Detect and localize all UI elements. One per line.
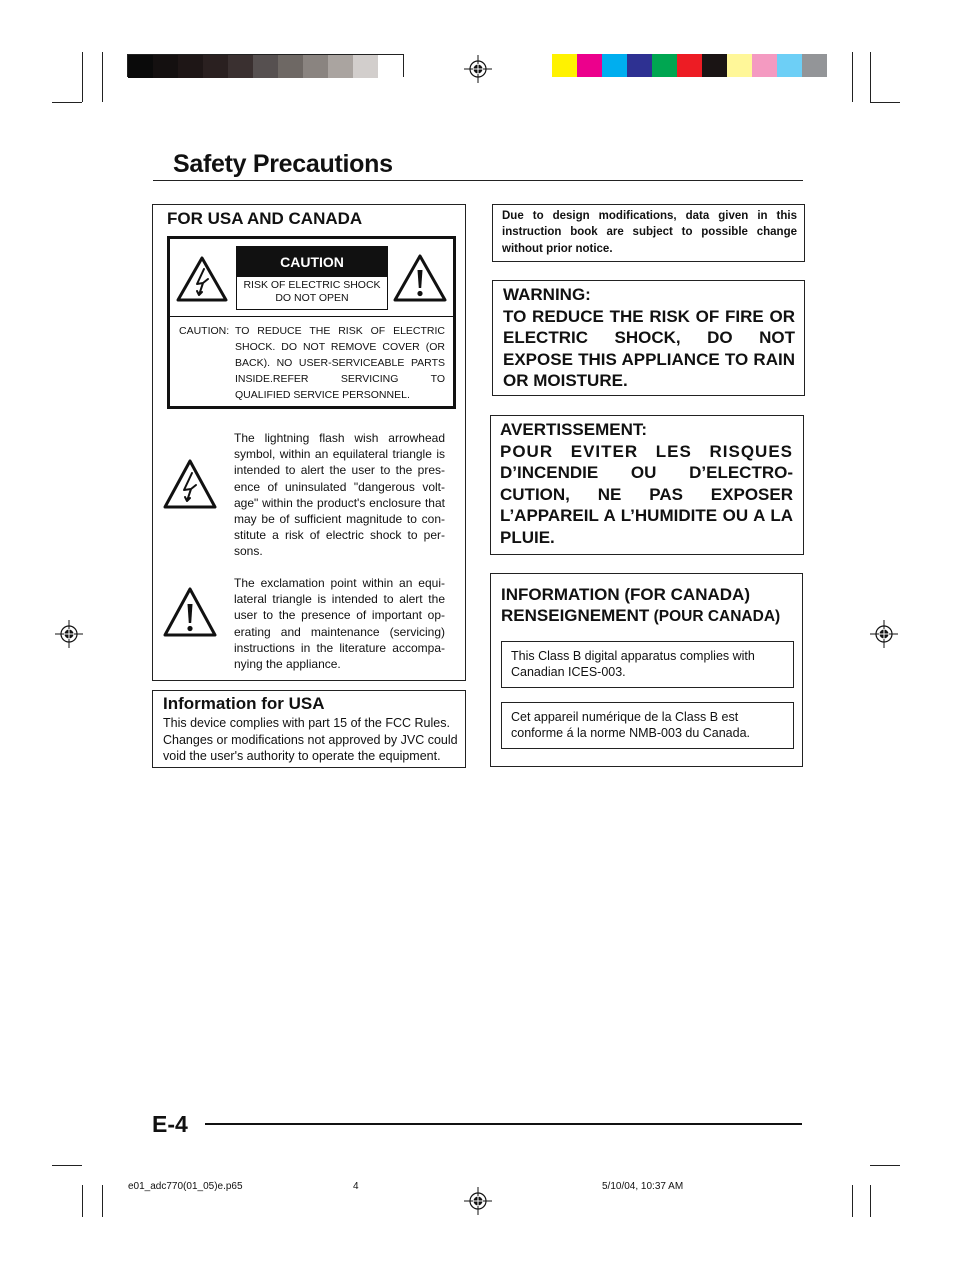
footer-timestamp: 5/10/04, 10:37 AM xyxy=(602,1181,684,1192)
registration-mark-icon xyxy=(870,620,898,648)
caution-line: BACK). NO USER-SERVICEABLE PARTS xyxy=(235,357,445,369)
canada-title-line: INFORMATION (FOR CANADA) xyxy=(501,585,750,604)
avertissement-text xyxy=(500,419,793,548)
color-swatch xyxy=(777,54,802,77)
crop-mark xyxy=(852,1185,853,1217)
info-usa-body: This device complies with part 15 of the FCC Rules. Changes or modifications not approved by JVC could void the user's authority to operate the equipment. xyxy=(163,716,458,763)
warning-line: TO REDUCE THE RISK OF FIRE OR xyxy=(503,306,795,326)
color-swatch xyxy=(802,54,827,77)
crop-mark xyxy=(102,1185,103,1217)
canada-title-fr-suffix: (POUR CANADA) xyxy=(649,608,781,625)
canada-title-fr: RENSEIGNEMENT xyxy=(501,606,650,625)
registration-mark-icon xyxy=(55,620,83,648)
warning-line: ELECTRIC SHOCK, DO NOT xyxy=(503,328,795,347)
canada-french-notice: Cet appareil numérique de la Class B est conforme á la norme NMB-003 du Canada. xyxy=(501,702,794,749)
design-notice xyxy=(492,204,805,262)
crop-mark xyxy=(852,52,853,102)
warning-line: EXPOSE THIS APPLIANCE TO RAIN xyxy=(503,349,795,369)
registration-mark-icon xyxy=(464,55,492,83)
caution-lead: CAUTION: xyxy=(179,325,230,337)
color-swatch xyxy=(677,54,702,77)
page-number: E-4 xyxy=(152,1111,188,1137)
caution-line: INSIDE.REFER SERVICING TO xyxy=(235,373,445,385)
color-swatch xyxy=(727,54,752,77)
exclamation-triangle-icon xyxy=(162,586,218,638)
color-swatch xyxy=(752,54,777,77)
risk-line: DO NOT OPEN xyxy=(275,292,349,304)
color-swatch xyxy=(552,54,577,77)
gray-swatch xyxy=(253,55,278,78)
caution-label-top xyxy=(170,239,453,317)
gray-swatch xyxy=(153,55,178,78)
crop-mark xyxy=(870,1165,900,1166)
info-usa-title: Information for USA xyxy=(163,694,325,713)
avertissement-line: D’INCENDIE OU D’ELECTRO- xyxy=(500,463,793,482)
avertissement-line: PLUIE. xyxy=(500,527,555,547)
crop-mark xyxy=(102,52,103,102)
gray-swatch xyxy=(303,55,328,78)
gray-swatch xyxy=(203,55,228,78)
color-swatch xyxy=(652,54,677,77)
canada-english-notice: This Class B digital apparatus complies with Canadian ICES-003. xyxy=(501,641,794,688)
gray-swatch xyxy=(378,55,403,78)
info-usa-section xyxy=(152,690,466,768)
caution-text xyxy=(179,323,445,403)
color-swatch xyxy=(702,54,727,77)
title-rule xyxy=(153,180,803,181)
warning-line: OR MOISTURE. xyxy=(503,371,628,390)
avertissement-line: CUTION, NE PAS EXPOSER xyxy=(500,484,793,504)
caution-line: QUALIFIED SERVICE PERSONNEL. xyxy=(235,389,410,401)
gray-swatch xyxy=(328,55,353,78)
footer-filename: e01_adc770(01_05)e.p65 xyxy=(128,1181,243,1192)
gray-swatch xyxy=(178,55,203,78)
crop-mark xyxy=(52,1165,82,1166)
color-swatch xyxy=(577,54,602,77)
crop-mark xyxy=(870,52,871,102)
exclamation-triangle-icon xyxy=(392,253,448,303)
gray-swatch xyxy=(353,55,378,78)
canada-title-line xyxy=(501,605,780,627)
caution-line: TO REDUCE THE RISK OF ELECTRIC xyxy=(235,325,445,337)
crop-mark xyxy=(870,1185,871,1217)
exclamation-explanation: The exclamation point within an equi- lateral triangle is intended to alert the user to the presence of important op- erating and maintenance (servicing) instructions in the literature accompa- nying the appliance. xyxy=(234,576,445,672)
gray-swatch xyxy=(228,55,253,78)
color-bar xyxy=(552,54,827,77)
crop-mark xyxy=(82,52,83,102)
lightning-triangle-icon xyxy=(162,458,218,510)
notice-text: Due to design modifications, data given in this instruction book are subject to possible change without prior notice. xyxy=(502,210,797,255)
caution-line: SHOCK. DO NOT REMOVE COVER (OR xyxy=(235,341,445,353)
crop-mark xyxy=(870,102,900,103)
color-swatch xyxy=(602,54,627,77)
crop-mark xyxy=(52,102,82,103)
color-swatch xyxy=(627,54,652,77)
avertissement-heading: AVERTISSEMENT: xyxy=(500,420,648,439)
footer-page: 4 xyxy=(353,1181,359,1192)
warning-section xyxy=(492,280,805,396)
info-canada-section xyxy=(490,573,803,767)
gray-swatch xyxy=(278,55,303,78)
section-heading: FOR USA AND CANADA xyxy=(167,209,363,228)
caution-label-title: CAUTION xyxy=(237,247,387,277)
page-title: Safety Precautions xyxy=(173,150,393,178)
lightning-explanation: The lightning flash wish arrowhead symbol, within an equilateral triangle is intended to alert the user to the pres- ence of uninsulated "dangerous volt- age" within the product's enclosure that may be of sufficient magnitude to con- stitute a risk of electric shock to per- sons. xyxy=(234,431,445,559)
usa-canada-section xyxy=(152,204,466,681)
avertissement-section xyxy=(490,415,804,555)
gray-swatch xyxy=(128,55,153,78)
caution-label-frame xyxy=(167,236,456,409)
risk-line: RISK OF ELECTRIC SHOCK xyxy=(243,279,381,291)
caution-label-risk xyxy=(237,279,387,305)
footer-rule xyxy=(205,1123,802,1125)
crop-mark xyxy=(82,1185,83,1217)
info-canada-title xyxy=(501,584,780,627)
registration-mark-icon xyxy=(464,1187,492,1215)
avertissement-line: POUR EVITER LES RISQUES xyxy=(500,441,793,461)
warning-text xyxy=(503,284,795,392)
avertissement-line: L’APPAREIL A L’HUMIDITE OU A LA xyxy=(500,506,793,525)
caution-label xyxy=(236,246,388,310)
lightning-triangle-icon xyxy=(175,255,229,303)
warning-heading: WARNING: xyxy=(503,285,591,304)
grayscale-bar xyxy=(127,54,404,77)
